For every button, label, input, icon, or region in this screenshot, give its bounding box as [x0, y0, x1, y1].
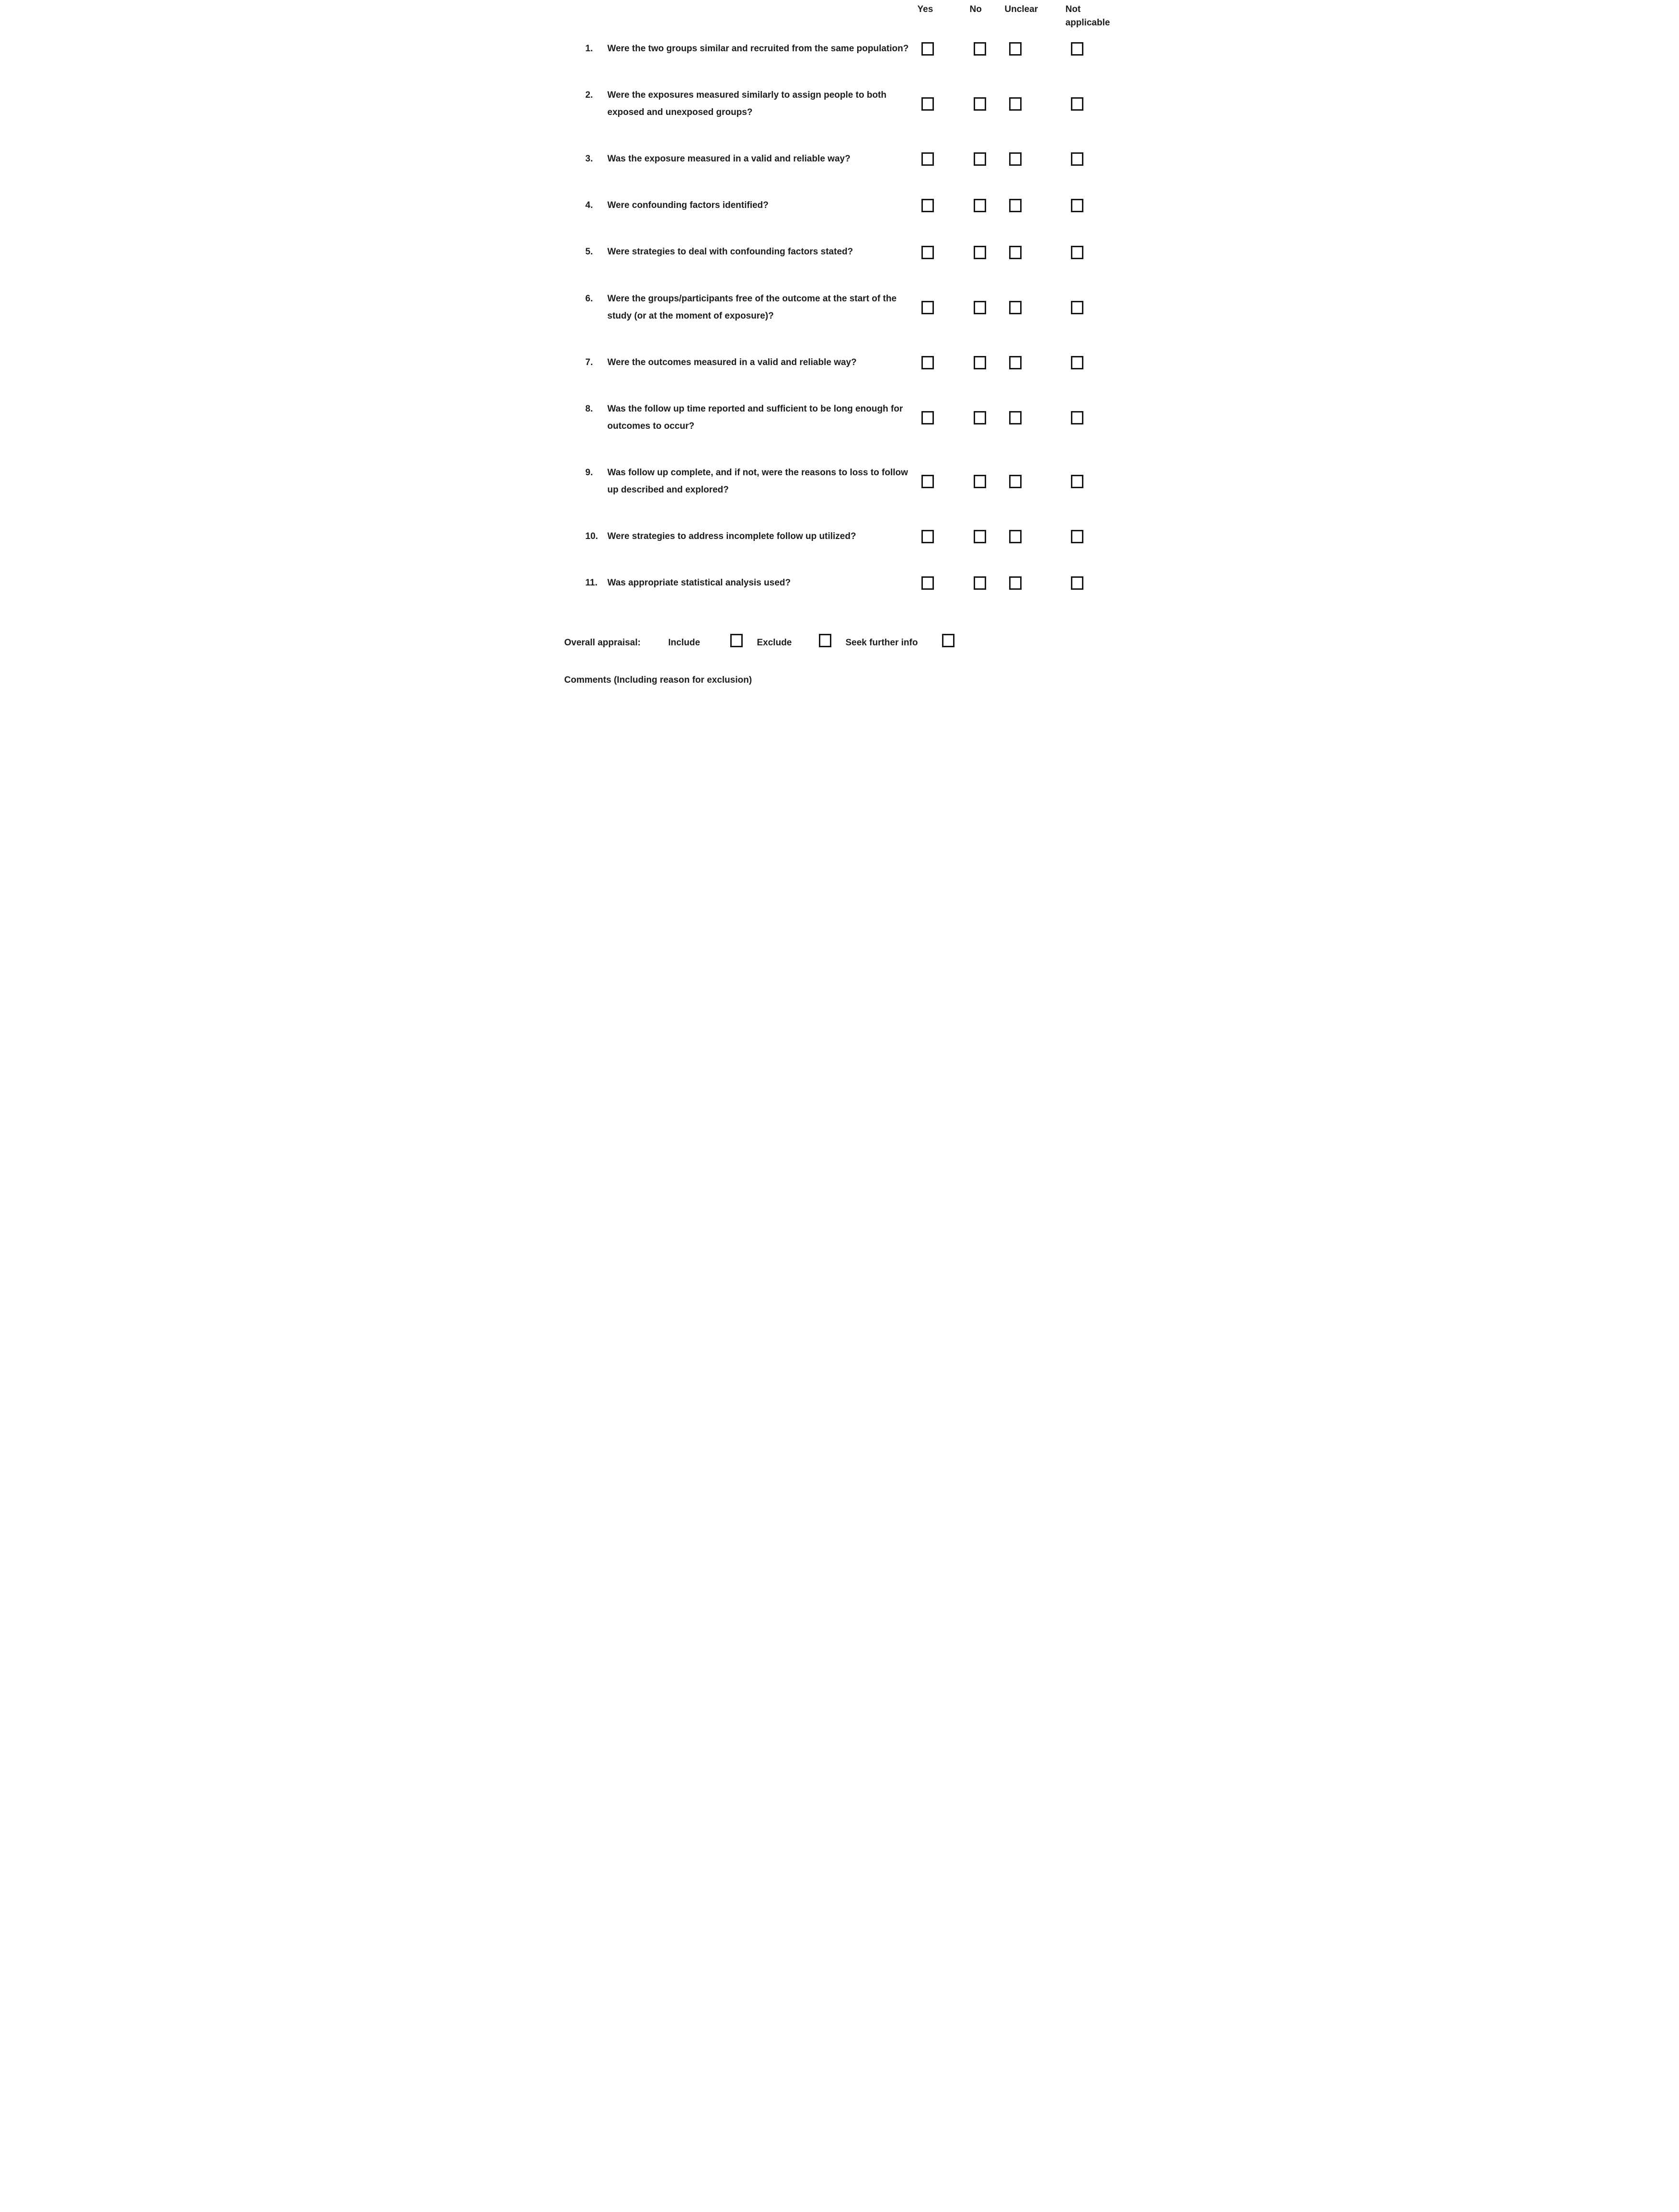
overall-appraisal-row	[556, 634, 1124, 653]
question-row	[556, 197, 1124, 214]
checkbox-no[interactable]	[974, 97, 986, 111]
checkbox-include[interactable]	[730, 634, 743, 647]
checkbox-no[interactable]	[974, 42, 986, 56]
checkbox-unclear[interactable]	[1009, 475, 1022, 488]
checkbox-no[interactable]	[974, 576, 986, 590]
checkbox-seek-further-info[interactable]	[942, 634, 954, 647]
question-text: Were the exposures measured similarly to assign people to both exposed and unexposed groups?	[607, 90, 886, 118]
checkbox-yes[interactable]	[921, 97, 934, 111]
question-row	[556, 290, 1124, 325]
checkbox-unclear[interactable]	[1009, 356, 1022, 369]
question-text: Was the exposure measured in a valid and reliable way?	[607, 154, 851, 164]
checkbox-yes[interactable]	[921, 411, 934, 424]
question-number: 6.	[585, 293, 593, 304]
checkbox-no[interactable]	[974, 530, 986, 543]
checkbox-no[interactable]	[974, 356, 986, 369]
checkbox-not-applicable[interactable]	[1071, 356, 1083, 369]
checkbox-not-applicable[interactable]	[1071, 152, 1083, 166]
question-number: 8.	[585, 403, 593, 414]
checkbox-unclear[interactable]	[1009, 246, 1022, 259]
checkbox-unclear[interactable]	[1009, 97, 1022, 111]
question-row	[556, 574, 1124, 592]
question-row	[556, 243, 1124, 261]
question-row	[556, 528, 1124, 545]
question-text: Was appropriate statistical analysis used?	[607, 578, 791, 588]
checkbox-not-applicable[interactable]	[1071, 530, 1083, 543]
question-number: 9.	[585, 468, 593, 478]
question-text: Was the follow up time reported and sufficient to be long enough for outcomes to occur?	[607, 403, 903, 431]
checkbox-not-applicable[interactable]	[1071, 199, 1083, 212]
question-text: Were the two groups similar and recruited from the same population?	[607, 44, 909, 54]
question-list	[556, 40, 1124, 592]
question-number: 5.	[585, 247, 593, 257]
checkbox-yes[interactable]	[921, 301, 934, 314]
comments-label: Comments (Including reason for exclusion)	[564, 675, 752, 686]
question-number: 7.	[585, 357, 593, 367]
option-label-exclude: Exclude	[757, 638, 792, 648]
checkbox-unclear[interactable]	[1009, 530, 1022, 543]
checkbox-no[interactable]	[974, 199, 986, 212]
checkbox-yes[interactable]	[921, 530, 934, 543]
column-header-row	[556, 0, 1124, 40]
column-header-not-applicable: Not applicable	[1065, 4, 1110, 28]
checkbox-unclear[interactable]	[1009, 152, 1022, 166]
checkbox-no[interactable]	[974, 411, 986, 424]
comments-section	[556, 675, 1124, 699]
question-text: Were strategies to deal with confounding factors stated?	[607, 247, 853, 257]
column-header-yes: Yes	[917, 4, 933, 14]
checkbox-yes[interactable]	[921, 576, 934, 590]
question-text: Were confounding factors identified?	[607, 200, 769, 211]
checkbox-not-applicable[interactable]	[1071, 475, 1083, 488]
question-row	[556, 87, 1124, 121]
appraisal-checklist-form	[556, 0, 1124, 748]
question-number: 4.	[585, 200, 593, 211]
question-row	[556, 40, 1124, 57]
checkbox-exclude[interactable]	[819, 634, 831, 647]
question-text: Were the groups/participants free of the outcome at the start of the study (or at the moment of exposure)?	[607, 293, 897, 321]
checkbox-unclear[interactable]	[1009, 411, 1022, 424]
question-number: 3.	[585, 154, 593, 164]
checkbox-not-applicable[interactable]	[1071, 97, 1083, 111]
question-text: Was follow up complete, and if not, were the reasons to loss to follow up described and explored?	[607, 468, 908, 495]
checkbox-not-applicable[interactable]	[1071, 246, 1083, 259]
checkbox-yes[interactable]	[921, 475, 934, 488]
checkbox-unclear[interactable]	[1009, 301, 1022, 314]
checkbox-no[interactable]	[974, 152, 986, 166]
checkbox-yes[interactable]	[921, 246, 934, 259]
checkbox-yes[interactable]	[921, 356, 934, 369]
checkbox-yes[interactable]	[921, 152, 934, 166]
checkbox-not-applicable[interactable]	[1071, 301, 1083, 314]
overall-appraisal-label: Overall appraisal:	[564, 638, 641, 648]
question-row	[556, 354, 1124, 371]
question-text: Were strategies to address incomplete follow up utilized?	[607, 531, 856, 542]
checkbox-yes[interactable]	[921, 42, 934, 56]
checkbox-no[interactable]	[974, 475, 986, 488]
question-number: 10.	[585, 531, 598, 542]
question-number: 2.	[585, 90, 593, 101]
checkbox-not-applicable[interactable]	[1071, 411, 1083, 424]
checkbox-no[interactable]	[974, 246, 986, 259]
question-number: 11.	[585, 578, 598, 588]
question-row	[556, 150, 1124, 168]
checkbox-not-applicable[interactable]	[1071, 576, 1083, 590]
checkbox-not-applicable[interactable]	[1071, 42, 1083, 56]
checkbox-yes[interactable]	[921, 199, 934, 212]
question-number: 1.	[585, 44, 593, 54]
option-label-include: Include	[668, 638, 701, 648]
checkbox-unclear[interactable]	[1009, 42, 1022, 56]
checkbox-unclear[interactable]	[1009, 199, 1022, 212]
checkbox-unclear[interactable]	[1009, 576, 1022, 590]
question-row	[556, 401, 1124, 435]
column-header-unclear: Unclear	[1004, 4, 1038, 14]
checkbox-no[interactable]	[974, 301, 986, 314]
question-text: Were the outcomes measured in a valid and reliable way?	[607, 357, 857, 367]
question-row	[556, 464, 1124, 499]
column-header-no: No	[969, 4, 982, 14]
option-label-seek-further-info: Seek further info	[845, 638, 918, 648]
